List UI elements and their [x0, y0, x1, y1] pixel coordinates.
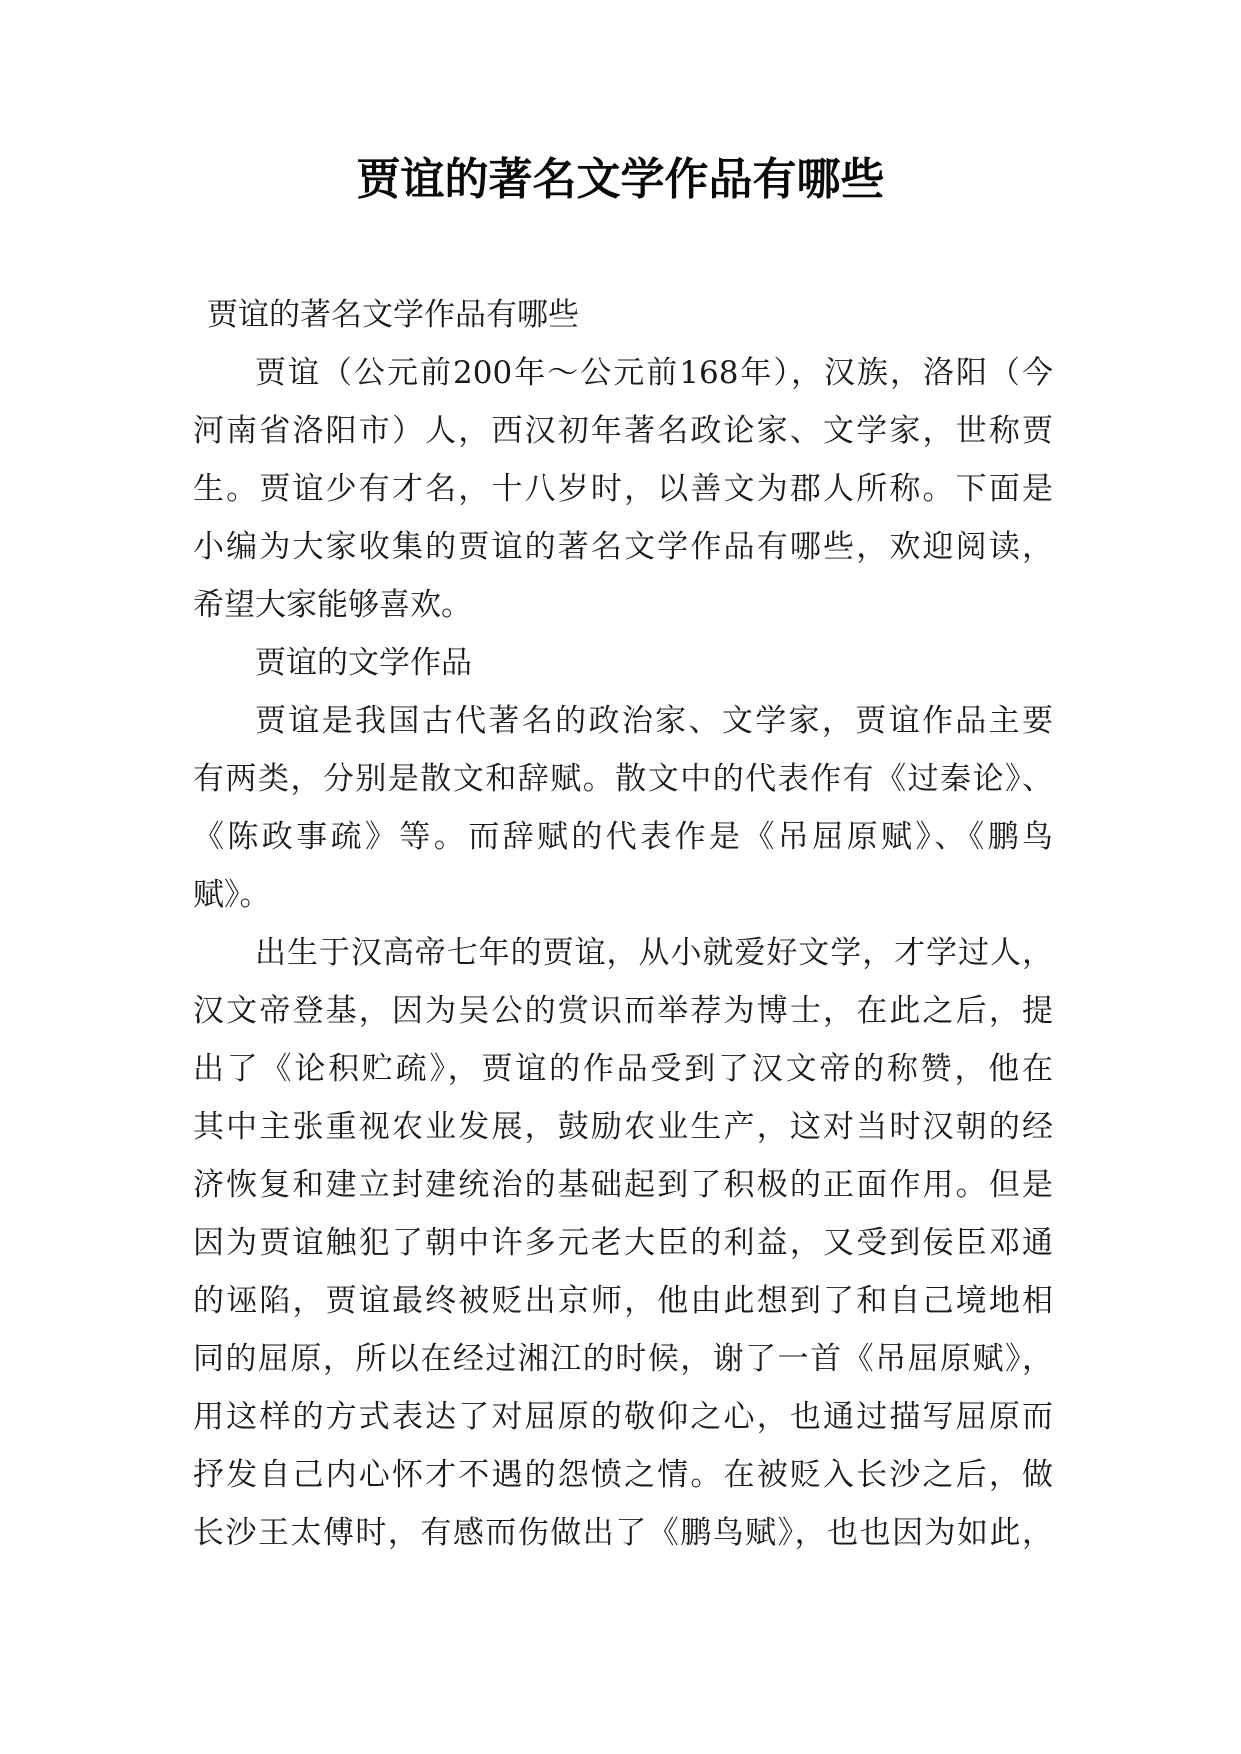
- paragraph-line: 《陈政事疏》等。而辞赋的代表作是《吊屈原赋》、《鹏鸟: [193, 819, 1053, 855]
- document-title: 贾谊的著名文学作品有哪些: [356, 154, 885, 205]
- intro-paragraph: [193, 344, 1053, 634]
- works-paragraph: [193, 692, 1053, 924]
- document-subtitle: 贾谊的著名文学作品有哪些: [207, 297, 579, 333]
- paragraph-line: 出了《论积贮疏》，贾谊的作品受到了汉文帝的称赞，他在: [193, 1051, 1053, 1087]
- paragraph-line: 的诬陷，贾谊最终被贬出京师，他由此想到了和自己境地相: [193, 1283, 1053, 1319]
- paragraph-line: 汉文帝登基，因为吴公的赏识而举荐为博士，在此之后，提: [193, 993, 1053, 1029]
- paragraph-line: 其中主张重视农业发展，鼓励农业生产，这对当时汉朝的经: [193, 1109, 1053, 1145]
- paragraph-line: 济恢复和建立封建统治的基础起到了积极的正面作用。但是: [193, 1167, 1053, 1203]
- paragraph-line: 河南省洛阳市）人，西汉初年著名政论家、文学家，世称贾: [193, 413, 1053, 449]
- paragraph-line: 同的屈原，所以在经过湘江的时候，谢了一首《吊屈原赋》，: [193, 1341, 1053, 1377]
- paragraph-line: 赋》。: [193, 877, 271, 913]
- paragraph-line: 生。贾谊少有才名，十八岁时，以善文为郡人所称。下面是: [193, 471, 1053, 507]
- biography-paragraph: [193, 924, 1053, 1562]
- paragraph-line: 贾谊（公元前200年～公元前168年），汉族，洛阳（今: [255, 355, 1053, 391]
- paragraph-line: 长沙王太傅时，有感而伤做出了《鹏鸟赋》，也也因为如此，: [193, 1515, 1053, 1551]
- paragraph-line: 抒发自己内心怀才不遇的怨愤之情。在被贬入长沙之后，做: [193, 1457, 1053, 1493]
- paragraph-line: 小编为大家收集的贾谊的著名文学作品有哪些，欢迎阅读，: [193, 529, 1053, 565]
- document-body: [193, 286, 1053, 1562]
- paragraph-line: 有两类，分别是散文和辞赋。散文中的代表作有《过秦论》、: [193, 761, 1053, 797]
- paragraph-line: 希望大家能够喜欢。: [193, 587, 472, 623]
- paragraph-line: 贾谊是我国古代著名的政治家、文学家，贾谊作品主要: [255, 703, 1053, 739]
- paragraph-line: 因为贾谊触犯了朝中许多元老大臣的利益，又受到佞臣邓通: [193, 1225, 1053, 1261]
- paragraph-line: 用这样的方式表达了对屈原的敬仰之心，也通过描写屈原而: [193, 1399, 1053, 1435]
- paragraph-line: 出生于汉高帝七年的贾谊，从小就爱好文学，才学过人，: [255, 935, 1053, 971]
- section-heading: 贾谊的文学作品: [255, 645, 472, 681]
